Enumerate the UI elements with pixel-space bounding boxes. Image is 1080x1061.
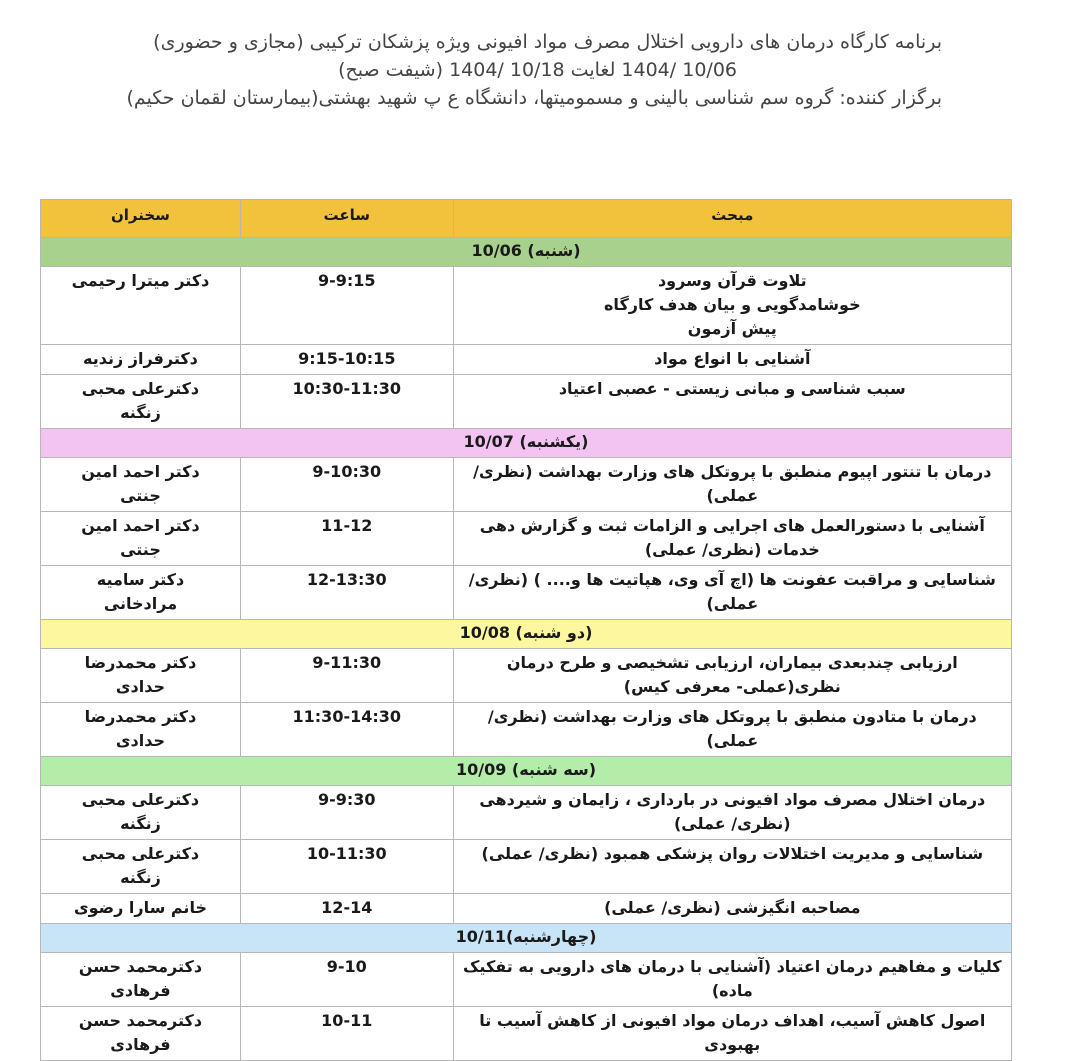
table-row xyxy=(41,703,1012,757)
topic-cell xyxy=(453,458,1011,512)
table-row xyxy=(41,1007,1012,1061)
topic-text: درمان با تنتور اپیوم منطبق با پروتکل های وزارت بهداشت (نظری/ عملی) xyxy=(473,462,992,505)
time-cell: 9:15-10:15 xyxy=(240,345,453,375)
time-cell: 9-10 xyxy=(240,953,453,1007)
column-header-topic: مبحث xyxy=(453,200,1011,238)
speaker-cell xyxy=(41,345,241,375)
time-cell: 9-9:15 xyxy=(240,267,453,345)
topic-cell xyxy=(453,512,1011,566)
table-row xyxy=(41,267,1012,345)
day-header-row xyxy=(41,924,1012,953)
table-row xyxy=(41,786,1012,840)
speaker-cell xyxy=(41,703,241,757)
day-label: (سه شنبه) 10/09 xyxy=(41,757,1012,786)
speaker-cell xyxy=(41,894,241,924)
topic-text: درمان با متادون منطبق با پروتکل های وزارت بهداشت (نظری/ عملی) xyxy=(487,707,977,750)
time-cell: 10-11:30 xyxy=(240,840,453,894)
table-row xyxy=(41,458,1012,512)
topic-text: آشنایی با دستورالعمل های اجرایی و الزامات ثبت و گزارش دهی خدمات (نظری/ عملی) xyxy=(479,516,985,559)
topic-text: کلیات و مفاهیم درمان اعتیاد (آشنایی با درمان های دارویی به تفکیک ماده) xyxy=(463,957,1002,1000)
topic-text: درمان اختلال مصرف مواد افیونی در بارداری ، زایمان و شیردهی (نظری/ عملی) xyxy=(479,790,986,833)
topic-cell xyxy=(453,1007,1011,1061)
schedule-table xyxy=(40,199,1012,1061)
table-row xyxy=(41,649,1012,703)
speaker-name: دکتر محمدرضا حدادی xyxy=(84,707,197,750)
day-label: (شنبه) 10/06 xyxy=(41,238,1012,267)
day-label: (یکشنبه) 10/07 xyxy=(41,429,1012,458)
speaker-cell xyxy=(41,649,241,703)
schedule-body xyxy=(41,238,1012,1061)
speaker-name: دکتر سامیه مرادخانی xyxy=(96,570,185,613)
time-cell: 10:30-11:30 xyxy=(240,375,453,429)
time-cell: 12-14 xyxy=(240,894,453,924)
speaker-name: دکترعلی محبی زنگنه xyxy=(81,790,200,833)
table-row xyxy=(41,345,1012,375)
speaker-name: دکتر احمد امین جنتی xyxy=(81,462,200,505)
topic-text: شناسایی و مراقبت عفونت ها (اچ آی وی، هپاتیت ها و.... ) (نظری/ عملی) xyxy=(468,570,996,613)
speaker-name: دکتر میترا رحیمی xyxy=(71,271,210,290)
topic-cell xyxy=(453,566,1011,620)
speaker-name: دکتر محمدرضا حدادی xyxy=(84,653,197,696)
day-header-row xyxy=(41,757,1012,786)
time-cell: 10-11 xyxy=(240,1007,453,1061)
time-cell: 9-9:30 xyxy=(240,786,453,840)
time-cell: 11:30-14:30 xyxy=(240,703,453,757)
day-label: (دو شنبه) 10/08 xyxy=(41,620,1012,649)
speaker-name: دکترمحمد حسن فرهادی xyxy=(78,957,203,1000)
speaker-name: خانم سارا رضوی xyxy=(73,898,207,917)
topic-text: اصول کاهش آسیب، اهداف درمان مواد افیونی از کاهش آسیب تا بهبودی xyxy=(479,1011,986,1054)
topic-text: مصاحبه انگیزشی (نظری/ عملی) xyxy=(604,898,861,917)
workshop-dates: 10/06 /1404 لغایت 10/18 /1404 (شیفت صبح) xyxy=(338,59,737,81)
speaker-name: دکترفراز زندیه xyxy=(83,349,198,368)
time-cell: 9-10:30 xyxy=(240,458,453,512)
topic-text: تلاوت قرآن وسرود xyxy=(657,271,807,290)
column-header-speaker: سخنران xyxy=(41,200,241,238)
topic-cell xyxy=(453,375,1011,429)
speaker-cell xyxy=(41,458,241,512)
topic-cell xyxy=(453,703,1011,757)
speaker-cell xyxy=(41,267,241,345)
day-header-row xyxy=(41,429,1012,458)
topic-text: ارزیابی چندبعدی بیماران، ارزیابی تشخیصی و طرح درمان نظری(عملی- معرفی کیس) xyxy=(506,653,958,696)
topic-text: شناسایی و مدیریت اختلالات روان پزشکی همبود (نظری/ عملی) xyxy=(481,844,984,863)
speaker-name: دکترمحمد حسن فرهادی xyxy=(78,1011,203,1054)
topic-cell xyxy=(453,953,1011,1007)
topic-cell xyxy=(453,894,1011,924)
speaker-cell xyxy=(41,786,241,840)
table-row xyxy=(41,840,1012,894)
topic-text: پیش آزمون xyxy=(687,319,777,338)
topic-text: آشنایی با انواع مواد xyxy=(654,349,811,368)
speaker-cell xyxy=(41,566,241,620)
topic-text: سبب شناسی و مبانی زیستی - عصبی اعتیاد xyxy=(558,379,906,398)
column-header-time: ساعت xyxy=(240,200,453,238)
topic-cell xyxy=(453,840,1011,894)
table-header-row xyxy=(41,200,1012,238)
speaker-cell xyxy=(41,840,241,894)
speaker-name: دکترعلی محبی زنگنه xyxy=(81,844,200,887)
time-cell: 12-13:30 xyxy=(240,566,453,620)
speaker-cell xyxy=(41,953,241,1007)
table-row xyxy=(41,375,1012,429)
speaker-name: دکترعلی محبی زنگنه xyxy=(81,379,200,422)
day-label: (چهارشنبه)10/11 xyxy=(41,924,1012,953)
table-row xyxy=(41,953,1012,1007)
table-row xyxy=(41,894,1012,924)
day-header-row xyxy=(41,238,1012,267)
document-header xyxy=(92,28,942,112)
topic-cell xyxy=(453,345,1011,375)
speaker-name: دکتر احمد امین جنتی xyxy=(81,516,200,559)
workshop-title: برنامه کارگاه درمان های دارویی اختلال مصرف مواد افیونی ویژه پزشکان ترکیبی (مجازی و حضوری) xyxy=(153,31,942,53)
speaker-cell xyxy=(41,375,241,429)
topic-cell xyxy=(453,649,1011,703)
table-row xyxy=(41,566,1012,620)
day-header-row xyxy=(41,620,1012,649)
time-cell: 9-11:30 xyxy=(240,649,453,703)
topic-cell xyxy=(453,267,1011,345)
speaker-cell xyxy=(41,512,241,566)
table-row xyxy=(41,512,1012,566)
speaker-cell xyxy=(41,1007,241,1061)
time-cell: 11-12 xyxy=(240,512,453,566)
topic-cell xyxy=(453,786,1011,840)
topic-text: خوشامدگویی و بیان هدف کارگاه xyxy=(603,295,861,314)
workshop-organizer: برگزار کننده: گروه سم شناسی بالینی و مسمومیتها، دانشگاه ع پ شهید بهشتی(بیمارستان لقمان حکیم) xyxy=(126,87,942,109)
